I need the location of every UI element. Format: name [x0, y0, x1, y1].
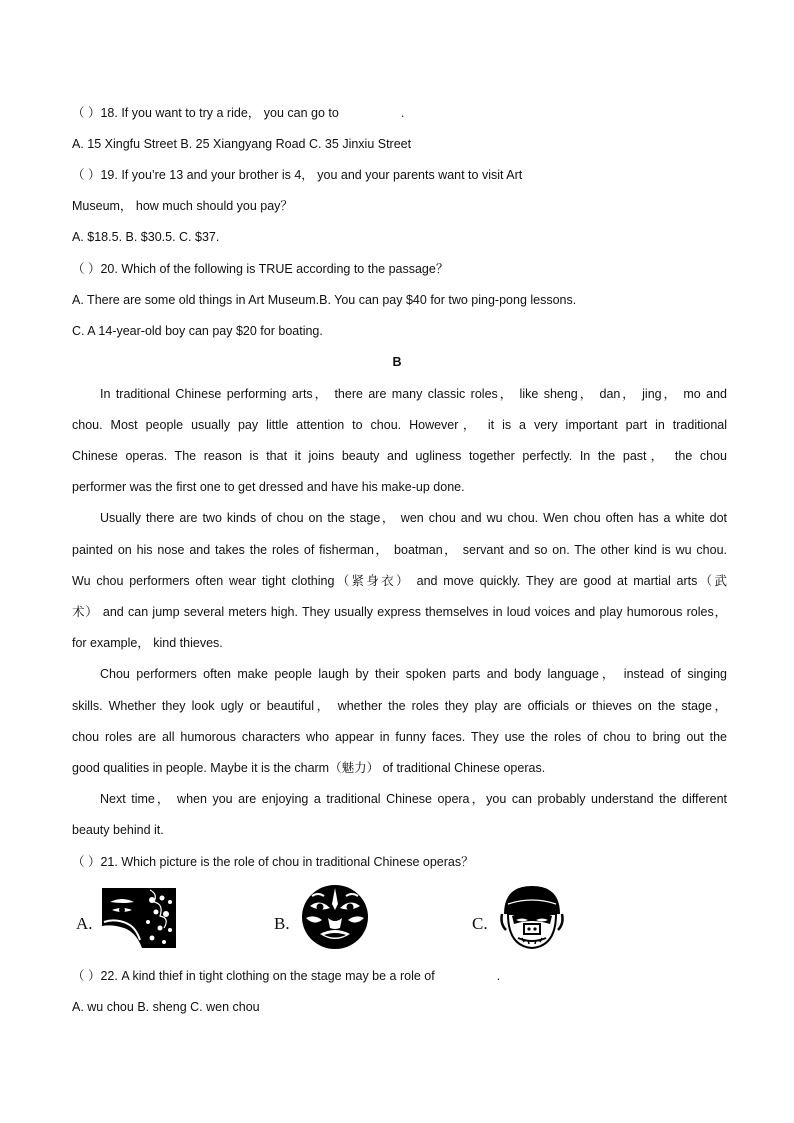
paragraph-1-line-1: In traditional Chinese performing arts， there are many classic roles， like sheng， dan， jing， mo and: [100, 387, 727, 401]
question-20-options-1: A. There are some old things in Art Museum.B. You can pay $40 for two ping-pong lessons.: [72, 293, 577, 307]
paragraph-3-line-1: Chou performers often make people laugh by their spoken parts and body language， instead of singing: [100, 667, 727, 681]
opera-face-jing-image: [300, 884, 370, 950]
question-20-options-2: C. A 14-year-old boy can pay $20 for boating.: [72, 324, 323, 338]
question-18: [72, 105, 727, 121]
option-c[interactable]: [470, 884, 580, 950]
question-18-end: .: [400, 106, 405, 120]
option-b-label: B.: [274, 914, 290, 933]
question-22-text: （ ）22. A kind thief in tight clothing on the stage may be a role of: [72, 969, 435, 983]
question-22-end: .: [496, 969, 501, 983]
opera-face-chou-image: [498, 884, 566, 950]
paragraph-2-line-1: Usually there are two kinds of chou on the stage， wen chou and wu chou. Wen chou often has a white dot: [100, 511, 727, 525]
section-b-heading: B: [392, 355, 402, 369]
question-19-line-2: Museum， how much should you pay？: [72, 199, 293, 213]
option-a[interactable]: [72, 884, 182, 950]
question-19-options: A. $18.5. B. $30.5. C. $37.: [72, 230, 220, 244]
paragraph-4-line-1: Next time， when you are enjoying a traditional Chinese opera，you can probably understand the different: [100, 792, 727, 806]
paragraph-2-line-3: Wu chou performers often wear tight clothing（紧身衣） and move quickly. They are good at martial arts（武: [72, 574, 727, 588]
paragraph-2-line-4: 术） and can jump several meters high. They usually express themselves in loud voices and play humorous roles，: [72, 605, 727, 619]
question-22-options: A. wu chou B. sheng C. wen chou: [72, 1000, 260, 1014]
paragraph-3-line-3: chou roles are all humorous characters who appear in funny faces. They use the roles of chou to bring out the: [72, 730, 727, 744]
question-21-picture-options: [72, 884, 727, 950]
paragraph-1-line-3: Chinese operas. The reason is that it joins beauty and ugliness together perfectly. In the past， the chou: [72, 449, 727, 463]
opera-face-dan-image: [102, 888, 176, 948]
paragraph-1-line-2: chou. Most people usually pay little attention to chou. However， it is a very important part in traditional: [72, 418, 727, 432]
question-22: [72, 968, 727, 984]
paragraph-3-line-4: good qualities in people. Maybe it is the charm（魅力） of traditional Chinese operas.: [72, 761, 546, 775]
paragraph-1-line-4: performer was the first one to get dressed and have his make-up done.: [72, 480, 465, 494]
option-a-label: A.: [76, 914, 93, 933]
question-18-options: A. 15 Xingfu Street B. 25 Xiangyang Road C. 35 Jinxiu Street: [72, 137, 412, 151]
paragraph-4-line-2: beauty behind it.: [72, 823, 164, 837]
question-18-text: （ ）18. If you want to try a ride， you can go to: [72, 106, 339, 120]
paragraph-2-line-2: painted on his nose and takes the roles of fisherman， boatman， servant and so on. The other kind is wu chou.: [72, 543, 727, 557]
option-b[interactable]: [272, 884, 382, 950]
option-c-label: C.: [472, 914, 488, 933]
question-21: （ ）21. Which picture is the role of chou in traditional Chinese operas？: [72, 855, 474, 869]
question-20: （ ）20. Which of the following is TRUE according to the passage？: [72, 262, 449, 276]
paragraph-2-line-5: for example， kind thieves.: [72, 636, 223, 650]
paragraph-3-line-2: skills. Whether they look ugly or beautiful， whether the roles they play are officials or thieves on the stage，: [72, 699, 727, 713]
question-19-line-1: （ ）19. If you’re 13 and your brother is 4， you and your parents want to visit Art: [72, 168, 523, 182]
